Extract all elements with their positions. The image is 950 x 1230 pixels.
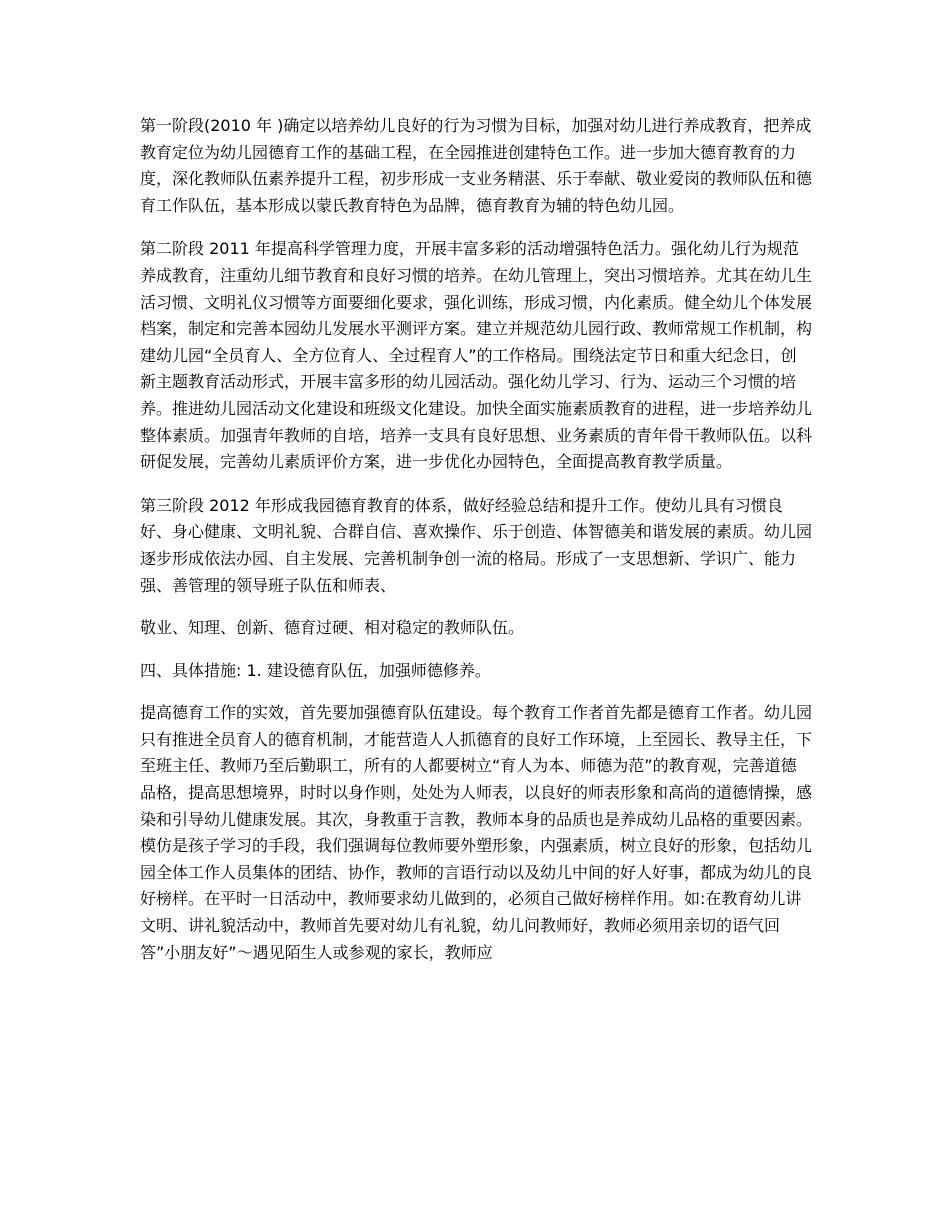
section-heading-measures: 四、具体措施: 1. 建设德育队伍，加强师德修养。 xyxy=(140,660,491,680)
paragraph-stage-three: 第三阶段 2012 年形成我园德育教育的体系，做好经验总结和提升工作。使幼儿具有习惯良好、身心健康、文明礼貌、合群自信、喜欢操作、乐于创造、体智德美和谐发展的素质。幼儿园逐步形成依法办园、自主发展、完善机制争创一流的格局。形成了一支思想新、学识广、能力强、善管理的领导班子队伍和师表、 xyxy=(140,495,813,595)
document-body xyxy=(140,113,812,966)
paragraph-stage-three-continued: 敬业、知理、创新、德育过硬、相对稳定的教师队伍。 xyxy=(140,618,525,638)
paragraph-stage-two: 第二阶段 2011 年提高科学管理力度，开展丰富多彩的活动增强特色活力。强化幼儿行为规范养成教育，注重幼儿细节教育和良好习惯的培养。在幼儿管理上，突出习惯培养。尤其在幼儿生活习惯、文明礼仪习惯等方面要细化要求，强化训练，形成习惯，内化素质。健全幼儿个体发展档案，制定和完善本园幼儿发展水平测评方案。建立并规范幼儿园行政、教师常规工作机制，构建幼儿园“全员育人、全方位育人、全过程育人”的工作格局。围绕法定节日和重大纪念日，创新主题教育活动形式，开展丰富多形的幼儿园活动。强化幼儿学习、行为、运动三个习惯的培养。推进幼儿园活动文化建设和班级文化建设。加快全面实施素质教育的进程，进一步培养幼儿整体素质。加强青年教师的自培，培养一支具有良好思想、业务素质的青年骨干教师队伍。以科研促发展，完善幼儿素质评价方案，进一步优化办园特色，全面提高教育教学质量。 xyxy=(140,239,813,472)
paragraph-stage-one: 第一阶段(2010 年 )确定以培养幼儿良好的行为习惯为目标，加强对幼儿进行养成教育，把养成教育定位为幼儿园德育工作的基础工程，在全园推进创建特色工作。进一步加大德育教育的力度，深化教师队伍素养提升工程，初步形成一支业务精湛、乐于奉献、敬业爱岗的教师队伍和德育工作队伍，基本形成以蒙氏教育特色为品牌，德育教育为辅的特色幼儿园。 xyxy=(140,116,813,215)
paragraph-measures-body: 提高德育工作的实效，首先要加强德育队伍建设。每个教育工作者首先都是德育工作者。幼儿园只有推进全员育人的德育机制，才能营造人人抓德育的良好工作环境，上至园长、教导主任，下至班主任、教师乃至后勤职工，所有的人都要树立“育人为本、师德为范”的教育观，完善道德品格，提高思想境界，时时以身作则，处处为人师表，以良好的师表形象和高尚的道德情操，感染和引导幼儿健康发展。其次，身教重于言教，教师本身的品质也是养成幼儿品格的重要因素。模仿是孩子学习的手段，我们强调每位教师要外塑形象，内强素质，树立良好的形象，包括幼儿园全体工作人员集体的团结、协作，教师的言语行动以及幼儿中间的好人好事，都成为幼儿的良好榜样。在平时一日活动中，教师要求幼儿做到的，必须自己做好榜样作用。如:在教育幼儿讲文明、讲礼貌活动中，教师首先要对幼儿有礼貌，幼儿问教师好，教师必须用亲切的语气回答”小朋友好”～遇见陌生人或参观的家长，教师应 xyxy=(140,703,813,962)
